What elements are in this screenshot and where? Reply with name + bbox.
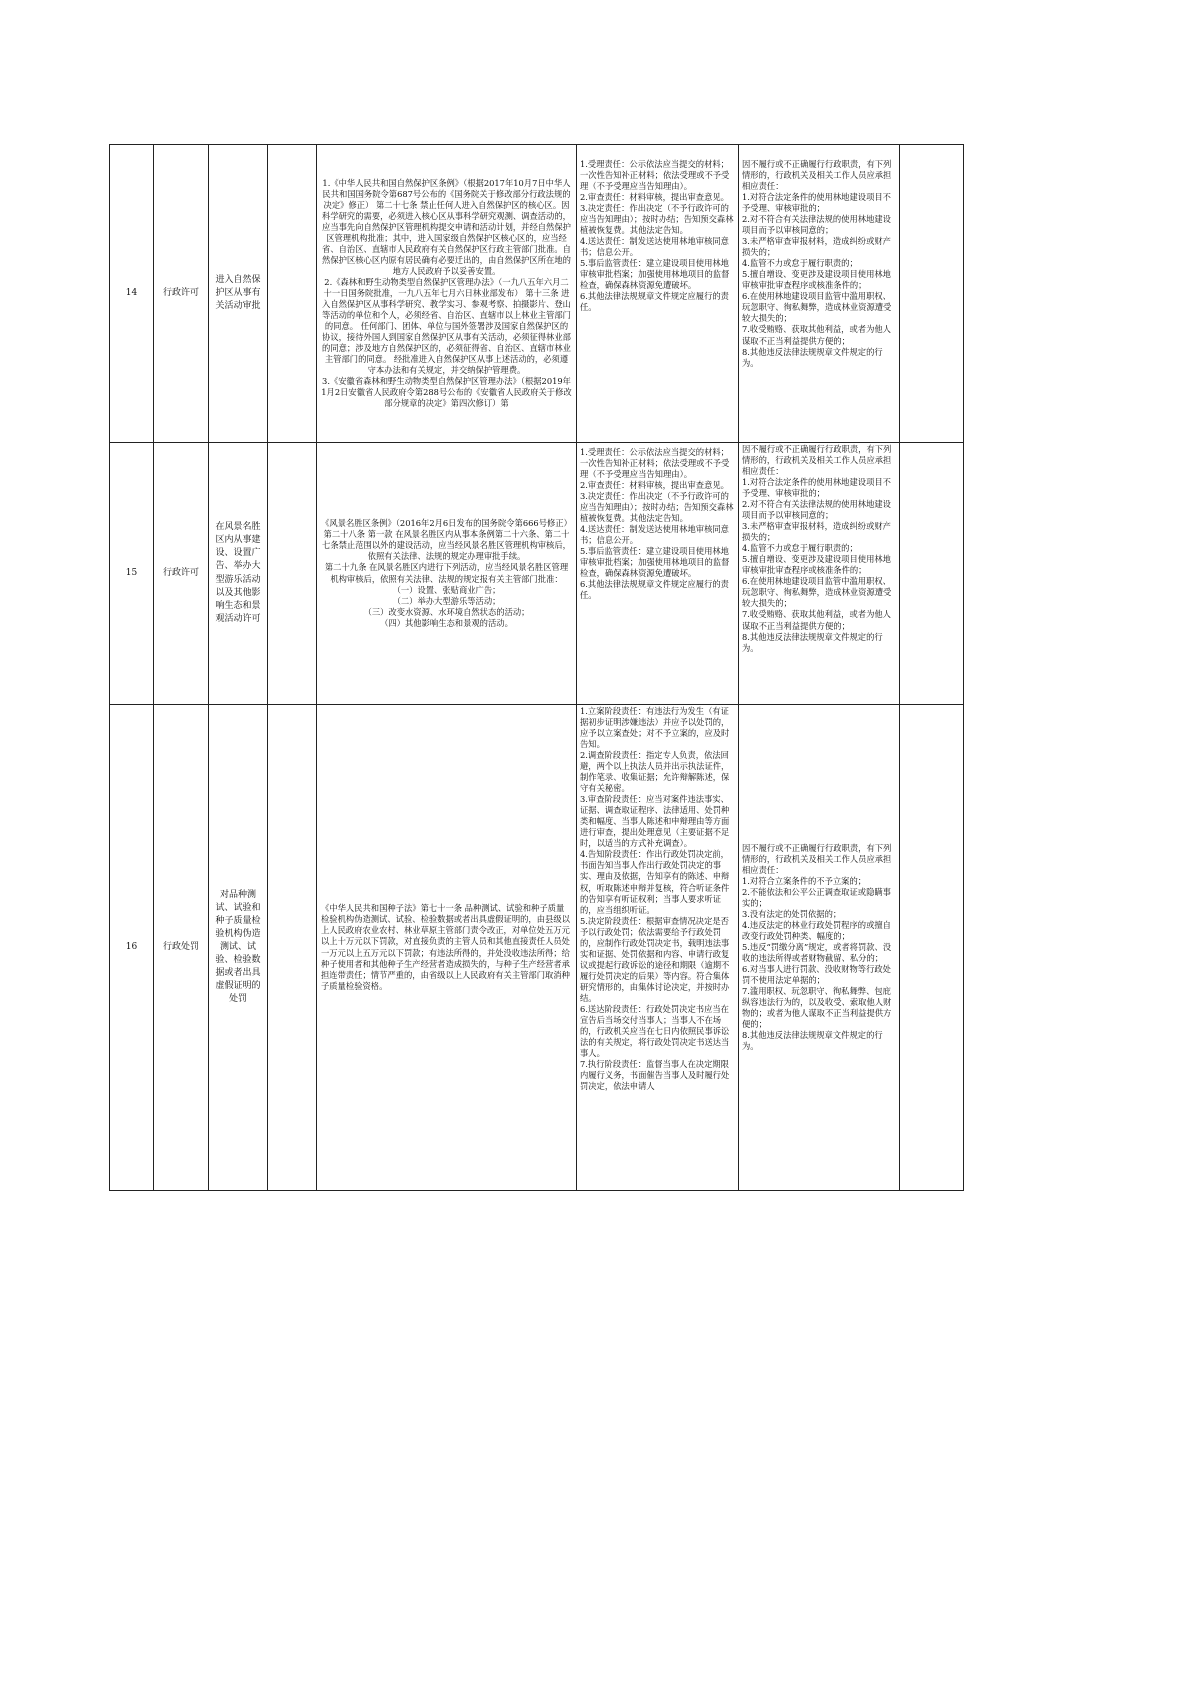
power-type: 行政处罚 <box>154 705 209 1191</box>
responsibility-cell <box>577 145 739 443</box>
blank-cell <box>268 145 317 443</box>
table-row <box>110 705 964 1191</box>
table-row <box>110 443 964 705</box>
power-name: 在风景名胜区内从事建设、设置广告、举办大型游乐活动以及其他影响生态和景观活动许可 <box>209 443 268 705</box>
legal-basis-cell <box>317 443 577 705</box>
legal-basis-text: 1.《中华人民共和国自然保护区条例》（根据2017年10月7日中华人民共和国国务院令第687号公布的《国务院关于修改部分行政法规的决定》修正） 第二十七条 禁止任何人进入自然保护区的核心区。因科学研究的需要，必须进入核心区从事科学研究观测、调查活动的，应当事先向自然保护区管理机构提交申请和活动计划，并经自然保护区管理机构批准；其中，进入国家级自然保护区核心区的，应当经省、自治区、直辖市人民政府有关自然保护区行政主管部门批准。自然保护区核心区内原有居民确有必要迁出的，由自然保护区所在地的地方人民政府予以妥善安置。 2.《森林和野生动物类型自然保护区管理办法》（一九八五年六月二十一日国务院批准，一九八五年七月六日林业部发布） 第十三条 进入自然保护区从事科学研究、教学实习、参观考察、拍摄影片、登山等活动的单位和个人，必须经省、自治区、直辖市以上林业主管部门的同意。 任何部门、团体、单位与国外签署涉及国家自然保护区的协议，接待外国人到国家自然保护区从事有关活动，必须征得林业部的同意；涉及地方自然保护区的，必须征得省、自治区、直辖市林业主管部门的同意。 经批准进入自然保护区从事上述活动的，必须遵守本办法和有关规定，并交纳保护管理费。 3.《安徽省森林和野生动物类型自然保护区管理办法》（根据2019年1月2日安徽省人民政府令第288号公布的《安徽省人民政府关于修改部分规章的决定》第四次修订）第 <box>321 177 572 409</box>
liability-cell <box>739 705 900 1191</box>
row-number: 16 <box>110 705 154 1191</box>
row-number: 14 <box>110 145 154 443</box>
power-name: 对品种测试、试验和种子质量检验机构伪造测试、试验、检验数据或者出具虚假证明的处罚 <box>209 705 268 1191</box>
responsibility-cell <box>577 443 739 705</box>
blank-cell <box>268 443 317 705</box>
table-row <box>110 145 964 443</box>
power-name: 进入自然保护区从事有关活动审批 <box>209 145 268 443</box>
liability-text: 因不履行或不正确履行行政职责，有下列情形的，行政机关及相关工作人员应承担相应责任： 1.对符合立案条件的不予立案的； 2.不能依法和公平公正调查取证或隐瞒事实的； 3.没有法定的处罚依据的； 4.违反法定的林业行政处罚程序的或擅自改变行政处罚种类、幅度的； 5.违反“罚缴分离”规定，或者将罚款、没收的违法所得或者财物截留、私分的； 6.对当事人进行罚款、没收财物等行政处罚不使用法定单据的； 7.滥用职权、玩忽职守、徇私舞弊、包庇纵容违法行为的，以及收受、索取他人财物的；或者为他人谋取不正当利益提供方便的； 8.其他违反法律法规规章文件规定的行为。 <box>742 842 892 1052</box>
legal-basis-text: 《中华人民共和国种子法》第七十一条 品种测试、试验和种子质量检验机构伪造测试、试验、检验数据或者出具虚假证明的，由县级以上人民政府农业农村、林业草原主管部门责令改正，对单位处五万元以上十万元以下罚款，对直接负责的主管人员和其他直接责任人员处一万元以上五万元以下罚款；有违法所得的，并处没收违法所得；给种子使用者和其他种子生产经营者造成损失的，与种子生产经营者承担连带责任；情节严重的，由省级以上人民政府有关主管部门取消种子质量检验资格。 <box>321 903 570 991</box>
legal-basis-text: 《风景名胜区条例》（2016年2月6日发布的国务院令第666号修正）第二十八条 第一款 在风景名胜区内从事本条例第二十六条、第二十七条禁止范围以外的建设活动，应当经风景名胜区管理机构审核后，依照有关法律、法规的规定办理审批手续。 第二十九条 在风景名胜区内进行下列活动，应当经风景名胜区管理机构审核后，依照有关法律、法规的规定报有关主管部门批准： （一）设置、张贴商业广告； （二）举办大型游乐等活动； （三）改变水资源、水环境自然状态的活动； （四）其他影响生态和景观的活动。 <box>321 518 572 628</box>
row-number: 15 <box>110 443 154 705</box>
legal-basis-cell <box>317 145 577 443</box>
remark-cell <box>900 443 964 705</box>
power-type: 行政许可 <box>154 443 209 705</box>
responsibility-text: 1.受理责任：公示依法应当提交的材料；一次性告知补正材料；依法受理或不予受理（不予受理应当告知理由）。 2.审查责任：材料审核，提出审查意见。 3.决定责任：作出决定（不予行政许可的应当告知理由）；按时办结；告知预交森林植被恢复费。其他法定告知。 4.送达责任：制发送达使用林地审核同意书；信息公开。 5.事后监管责任：建立建设项目使用林地审核审批档案；加强使用林地项目的监督检查，确保森林资源免遭破坏。 6.其他法律法规规章文件规定应履行的责任。 <box>580 159 734 313</box>
responsibility-cell <box>577 705 739 1191</box>
power-type: 行政许可 <box>154 145 209 443</box>
legal-basis-cell <box>317 705 577 1191</box>
liability-text: 因不履行或不正确履行行政职责，有下列情形的，行政机关及相关工作人员应承担相应责任： 1.对符合法定条件的使用林地建设项目不予受理、审核审批的； 2.对不符合有关法律法规的使用林地建设项目而予以审核同意的； 3.未严格审查审报材料，造成纠纷或财产损失的； 4.监管不力或怠于履行职责的； 5.擅自增设、变更涉及建设项目使用林地审核审批审查程序或核准条件的； 6.在使用林地建设项目监管中滥用职权、玩忽职守、徇私舞弊，造成林业资源遭受较大损失的； 7.收受贿赂、获取其他利益，或者为他人谋取不正当利益提供方便的； 8.其他违反法律法规规章文件规定的行为。 <box>742 444 892 653</box>
liability-text: 因不履行或不正确履行行政职责，有下列情形的，行政机关及相关工作人员应承担相应责任： 1.对符合法定条件的使用林地建设项目不予受理、审核审批的； 2.对不符合有关法律法规的使用林地建设项目而予以审核同意的； 3.未严格审查审报材料，造成纠纷或财产损失的； 4.监管不力或怠于履行职责的； 5.擅自增设、变更涉及建设项目使用林地审核审批审查程序或核准条件的； 6.在使用林地建设项目监管中滥用职权、玩忽职守、徇私舞弊，造成林业资源遭受较大损失的； 7.收受贿赂、获取其他利益，或者为他人谋取不正当利益提供方便的； 8.其他违反法律法规规章文件规定的行为。 <box>742 159 892 368</box>
liability-cell <box>739 145 900 443</box>
remark-cell <box>900 145 964 443</box>
liability-cell <box>739 443 900 705</box>
responsibility-table <box>109 144 964 1191</box>
responsibility-text: 1.立案阶段责任：有违法行为发生（有证据初步证明涉嫌违法）并应予以处罚的，应予以立案查处；对不予立案的，应及时告知。 2.调查阶段责任：指定专人负责，依法回避，两个以上执法人员并出示执法证件，制作笔录、收集证据；允许辩解陈述，保守有关秘密。 3.审查阶段责任：应当对案件违法事实、证据、调查取证程序、法律适用、处罚种类和幅度、当事人陈述和申辩理由等方面进行审查，提出处理意见（主要证据不足时，以适当的方式补充调查）。 4.告知阶段责任：作出行政处罚决定前，书面告知当事人作出行政处罚决定的事实、理由及依据，告知享有的陈述、申辩权，听取陈述申辩并复核，符合听证条件的告知享有听证权利；当事人要求听证的，应当组织听证。 5.决定阶段责任：根据审查情况决定是否予以行政处罚；依法需要给予行政处罚的，应制作行政处罚决定书，载明违法事实和证据、处罚依据和内容、申请行政复议或提起行政诉讼的途径和期限（逾期不履行处罚决定的后果）等内容。符合集体研究情形的，由集体讨论决定，并按时办结。 6.送达阶段责任：行政处罚决定书应当在宣告后当场交付当事人；当事人不在场的，行政机关应当在七日内依照民事诉讼法的有关规定，将行政处罚决定书送达当事人。 7.执行阶段责任：监督当事人在决定期限内履行义务，书面催告当事人及时履行处罚决定，依法申请人 <box>580 706 730 1092</box>
blank-cell <box>268 705 317 1191</box>
responsibility-text: 1.受理责任：公示依法应当提交的材料；一次性告知补正材料；依法受理或不予受理（不予受理应当告知理由）。 2.审查责任：材料审核，提出审查意见。 3.决定责任：作出决定（不予行政许可的应当告知理由）；按时办结；告知预交森林植被恢复费。其他法定告知。 4.送达责任：制发送达使用林地审核同意书；信息公开。 5.事后监管责任：建立建设项目使用林地审核审批档案；加强使用林地项目的监督检查，确保森林资源免遭破坏。 6.其他法律法规规章文件规定应履行的责任。 <box>580 447 734 601</box>
remark-cell <box>900 705 964 1191</box>
